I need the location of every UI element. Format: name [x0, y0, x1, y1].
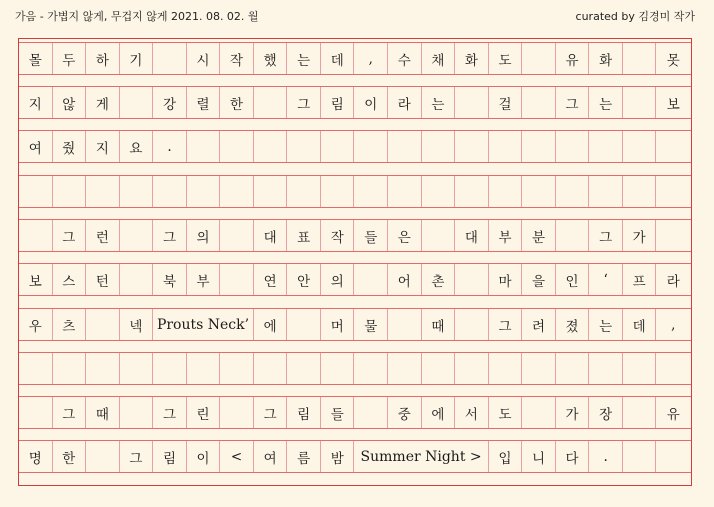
manuscript-cell: 몰	[19, 43, 53, 74]
manuscript-row	[19, 86, 691, 119]
manuscript-cell	[489, 353, 523, 384]
manuscript-cell: 때	[422, 309, 456, 340]
manuscript-cell: 했	[254, 43, 288, 74]
manuscript-cell: 못	[666, 52, 680, 69]
manuscript-cell: 름	[287, 441, 321, 472]
manuscript-cell	[53, 176, 87, 207]
manuscript-cell	[455, 87, 489, 118]
manuscript-cell	[556, 353, 590, 384]
manuscript-cell	[187, 131, 221, 162]
manuscript-cell: 데	[623, 309, 657, 340]
manuscript-cell	[86, 353, 120, 384]
manuscript-cell: 는	[589, 87, 623, 118]
manuscript-cell	[355, 397, 389, 428]
manuscript-cell: 넥	[120, 309, 154, 340]
manuscript-cell	[120, 397, 154, 428]
manuscript-cell	[388, 131, 422, 162]
manuscript-cell: 한	[220, 87, 254, 118]
manuscript-cell	[120, 87, 154, 118]
manuscript-cell	[220, 220, 254, 251]
manuscript-cell: 때	[86, 397, 120, 428]
manuscript-cell	[287, 309, 321, 340]
manuscript-cell	[656, 131, 690, 162]
manuscript-cell: 장	[589, 397, 623, 428]
manuscript-cell	[220, 264, 254, 295]
manuscript-cell: ,	[355, 43, 389, 74]
manuscript-cell	[623, 353, 657, 384]
manuscript-cell: 촌	[422, 264, 456, 295]
manuscript-cell	[220, 353, 254, 384]
manuscript-cell	[522, 43, 556, 74]
manuscript-cell: 런	[86, 220, 120, 251]
manuscript-cell	[187, 353, 221, 384]
manuscript-cell: 우	[19, 309, 53, 340]
manuscript-cell	[86, 309, 120, 340]
manuscript-cell	[489, 176, 523, 207]
manuscript-cell	[522, 176, 556, 207]
manuscript-cell: 분	[522, 220, 556, 251]
manuscript-cell: 턴	[86, 264, 120, 295]
manuscript-cell	[355, 176, 389, 207]
manuscript-cell	[120, 220, 154, 251]
manuscript-cell: 에	[254, 309, 288, 340]
manuscript-cell	[422, 176, 456, 207]
manuscript-cell: 림	[321, 87, 355, 118]
manuscript-cell: 는	[287, 43, 321, 74]
manuscript-row	[19, 175, 691, 208]
manuscript-cell: ‘	[589, 264, 623, 295]
manuscript-cell: 그	[53, 220, 87, 251]
manuscript-cell: 부	[187, 264, 221, 295]
manuscript-cell: 부	[489, 220, 523, 251]
manuscript-row	[19, 440, 691, 473]
manuscript-cell: 여	[254, 441, 288, 472]
manuscript-cell	[321, 176, 355, 207]
manuscript-cell: 들	[355, 220, 389, 251]
manuscript-row	[19, 396, 691, 429]
manuscript-cell: 한	[53, 441, 87, 472]
manuscript-cell: 표	[287, 220, 321, 251]
manuscript-cell	[455, 264, 489, 295]
manuscript-cell	[254, 87, 288, 118]
manuscript-cell	[321, 353, 355, 384]
manuscript-cell: 졌	[556, 309, 590, 340]
manuscript-cell	[321, 131, 355, 162]
manuscript-cell: 들	[321, 397, 355, 428]
manuscript-cell: 북	[153, 264, 187, 295]
manuscript-cell: 밤	[321, 441, 355, 472]
manuscript-cell: 려	[522, 309, 556, 340]
manuscript-cell: 가	[556, 397, 590, 428]
manuscript-cell	[86, 441, 120, 472]
manuscript-cell: 그	[556, 87, 590, 118]
manuscript-cell	[388, 309, 422, 340]
manuscript-cell: 지	[19, 87, 53, 118]
manuscript-cell	[220, 131, 254, 162]
manuscript-cell: 강	[153, 87, 187, 118]
manuscript-cell: 입	[489, 441, 523, 472]
manuscript-cell: 그	[589, 220, 623, 251]
manuscript-cell: 보	[666, 96, 680, 113]
manuscript-cell	[388, 353, 422, 384]
manuscript-cell: 지	[86, 131, 120, 162]
manuscript-cell: 의	[187, 220, 221, 251]
manuscript-cell: 스	[53, 264, 87, 295]
manuscript-cell	[623, 397, 657, 428]
manuscript-cell	[19, 397, 53, 428]
manuscript-cell	[120, 176, 154, 207]
manuscript-cell: 요	[120, 131, 154, 162]
manuscript-cell: 그	[254, 397, 288, 428]
manuscript-cell	[422, 131, 456, 162]
manuscript-cell: 여	[19, 131, 53, 162]
manuscript-cell: 대	[254, 220, 288, 251]
manuscript-cell	[522, 397, 556, 428]
manuscript-cell: 의	[321, 264, 355, 295]
manuscript-cell: 줬	[53, 131, 87, 162]
manuscript-cell: 그	[120, 441, 154, 472]
manuscript-cell	[589, 131, 623, 162]
manuscript-row	[19, 352, 691, 385]
manuscript-cell	[254, 176, 288, 207]
manuscript-cell	[153, 43, 187, 74]
manuscript-cell	[623, 176, 657, 207]
manuscript-cell: 기	[120, 43, 154, 74]
manuscript-cell: 게	[86, 87, 120, 118]
manuscript-cell	[455, 131, 489, 162]
manuscript-cell: ,	[671, 316, 676, 333]
manuscript-cell	[254, 131, 288, 162]
manuscript-cell	[656, 176, 690, 207]
manuscript-cell: 도	[489, 43, 523, 74]
manuscript-cell	[287, 353, 321, 384]
manuscript-cell	[522, 131, 556, 162]
manuscript-cell: 도	[489, 397, 523, 428]
manuscript-cell: 연	[254, 264, 288, 295]
manuscript-cell	[455, 176, 489, 207]
manuscript-cell	[19, 176, 53, 207]
manuscript-cell: 는	[422, 87, 456, 118]
manuscript-row	[19, 130, 691, 163]
manuscript-cell: .	[153, 131, 187, 162]
manuscript-cell	[589, 353, 623, 384]
manuscript-cell	[254, 353, 288, 384]
manuscript-cell	[556, 220, 590, 251]
manuscript-cell: 프	[623, 264, 657, 295]
manuscript-cell	[656, 353, 690, 384]
manuscript-cell	[220, 176, 254, 207]
manuscript-cell	[422, 220, 456, 251]
manuscript-cell	[623, 43, 657, 74]
manuscript-cell	[19, 353, 53, 384]
manuscript-cell: 화	[589, 43, 623, 74]
manuscript-cell	[556, 176, 590, 207]
manuscript-cell	[120, 264, 154, 295]
header-curator: curated by 김경미 작가	[575, 10, 695, 23]
manuscript-cell	[623, 87, 657, 118]
manuscript-cell	[422, 353, 456, 384]
manuscript-cell: 시	[187, 43, 221, 74]
manuscript-cell: 두	[53, 43, 87, 74]
manuscript-cell	[153, 353, 187, 384]
manuscript-cell	[455, 353, 489, 384]
manuscript-cell	[522, 353, 556, 384]
manuscript-cell	[53, 353, 87, 384]
manuscript-cell	[220, 397, 254, 428]
manuscript-cell: 렬	[187, 87, 221, 118]
manuscript-cell	[355, 131, 389, 162]
manuscript-cell	[355, 353, 389, 384]
manuscript-cell: 라	[666, 273, 680, 290]
manuscript-cell	[86, 176, 120, 207]
manuscript-cell: 에	[422, 397, 456, 428]
manuscript-cell: 그	[153, 220, 187, 251]
manuscript-cell: 림	[287, 397, 321, 428]
manuscript-cell: 라	[388, 87, 422, 118]
manuscript-cell	[388, 176, 422, 207]
manuscript-cell: 츠	[53, 309, 87, 340]
manuscript-cell	[623, 441, 657, 472]
manuscript-cell	[287, 131, 321, 162]
manuscript-cell: 걸	[489, 87, 523, 118]
manuscript-cell	[19, 220, 53, 251]
manuscript-cell: 서	[455, 397, 489, 428]
manuscript-cell: 림	[153, 441, 187, 472]
manuscript-row	[19, 263, 691, 296]
manuscript-cell	[623, 131, 657, 162]
manuscript-cell: 린	[187, 397, 221, 428]
manuscript-cell	[656, 220, 690, 251]
manuscript-cell: 을	[522, 264, 556, 295]
manuscript-cell: 이	[187, 441, 221, 472]
manuscript-cell: 작	[321, 220, 355, 251]
manuscript-cell	[522, 87, 556, 118]
manuscript-cell: <	[220, 441, 254, 472]
manuscript-cell: 대	[455, 220, 489, 251]
manuscript-cell: 하	[86, 43, 120, 74]
manuscript-cell: 가	[623, 220, 657, 251]
manuscript-cell: 그	[153, 397, 187, 428]
manuscript-cell: 유	[556, 43, 590, 74]
manuscript-cell	[489, 131, 523, 162]
manuscript-cell: 그	[489, 309, 523, 340]
manuscript-cell: 은	[388, 220, 422, 251]
manuscript-cell	[355, 264, 389, 295]
manuscript-row	[19, 42, 691, 75]
manuscript-cell: 화	[455, 43, 489, 74]
manuscript-cell: 다	[556, 441, 590, 472]
manuscript-cell: 인	[556, 264, 590, 295]
manuscript-cell: 않	[53, 87, 87, 118]
header-date: 가음 - 가볍지 않게, 무겁지 않게 2021. 08. 02. 월	[15, 10, 259, 23]
manuscript-cell: 그	[53, 397, 87, 428]
manuscript-sheet	[18, 38, 692, 486]
manuscript-cell: 유	[666, 406, 680, 423]
manuscript-cell: Summer Night >	[355, 441, 489, 472]
manuscript-cell: 중	[388, 397, 422, 428]
manuscript-cell: 는	[589, 309, 623, 340]
manuscript-cell: 수	[388, 43, 422, 74]
manuscript-cell	[589, 176, 623, 207]
manuscript-row	[19, 219, 691, 252]
manuscript-cell	[287, 176, 321, 207]
manuscript-cell	[187, 176, 221, 207]
manuscript-cell: 데	[321, 43, 355, 74]
manuscript-cell: 보	[19, 264, 53, 295]
manuscript-row	[19, 308, 691, 341]
manuscript-cell: 안	[287, 264, 321, 295]
manuscript-cell: .	[589, 441, 623, 472]
manuscript-cell: Prouts Neck’	[153, 309, 254, 340]
manuscript-cell: 물	[355, 309, 389, 340]
manuscript-cell: 그	[287, 87, 321, 118]
manuscript-cell: 머	[321, 309, 355, 340]
manuscript-cell	[556, 131, 590, 162]
manuscript-cell: 어	[388, 264, 422, 295]
manuscript-cell: 니	[522, 441, 556, 472]
manuscript-cell: 마	[489, 264, 523, 295]
manuscript-cell	[656, 441, 690, 472]
manuscript-cell: 작	[220, 43, 254, 74]
manuscript-cell: 명	[19, 441, 53, 472]
manuscript-cell	[120, 353, 154, 384]
manuscript-cell	[153, 176, 187, 207]
manuscript-cell	[455, 309, 489, 340]
manuscript-cell: 이	[355, 87, 389, 118]
manuscript-cell: 채	[422, 43, 456, 74]
